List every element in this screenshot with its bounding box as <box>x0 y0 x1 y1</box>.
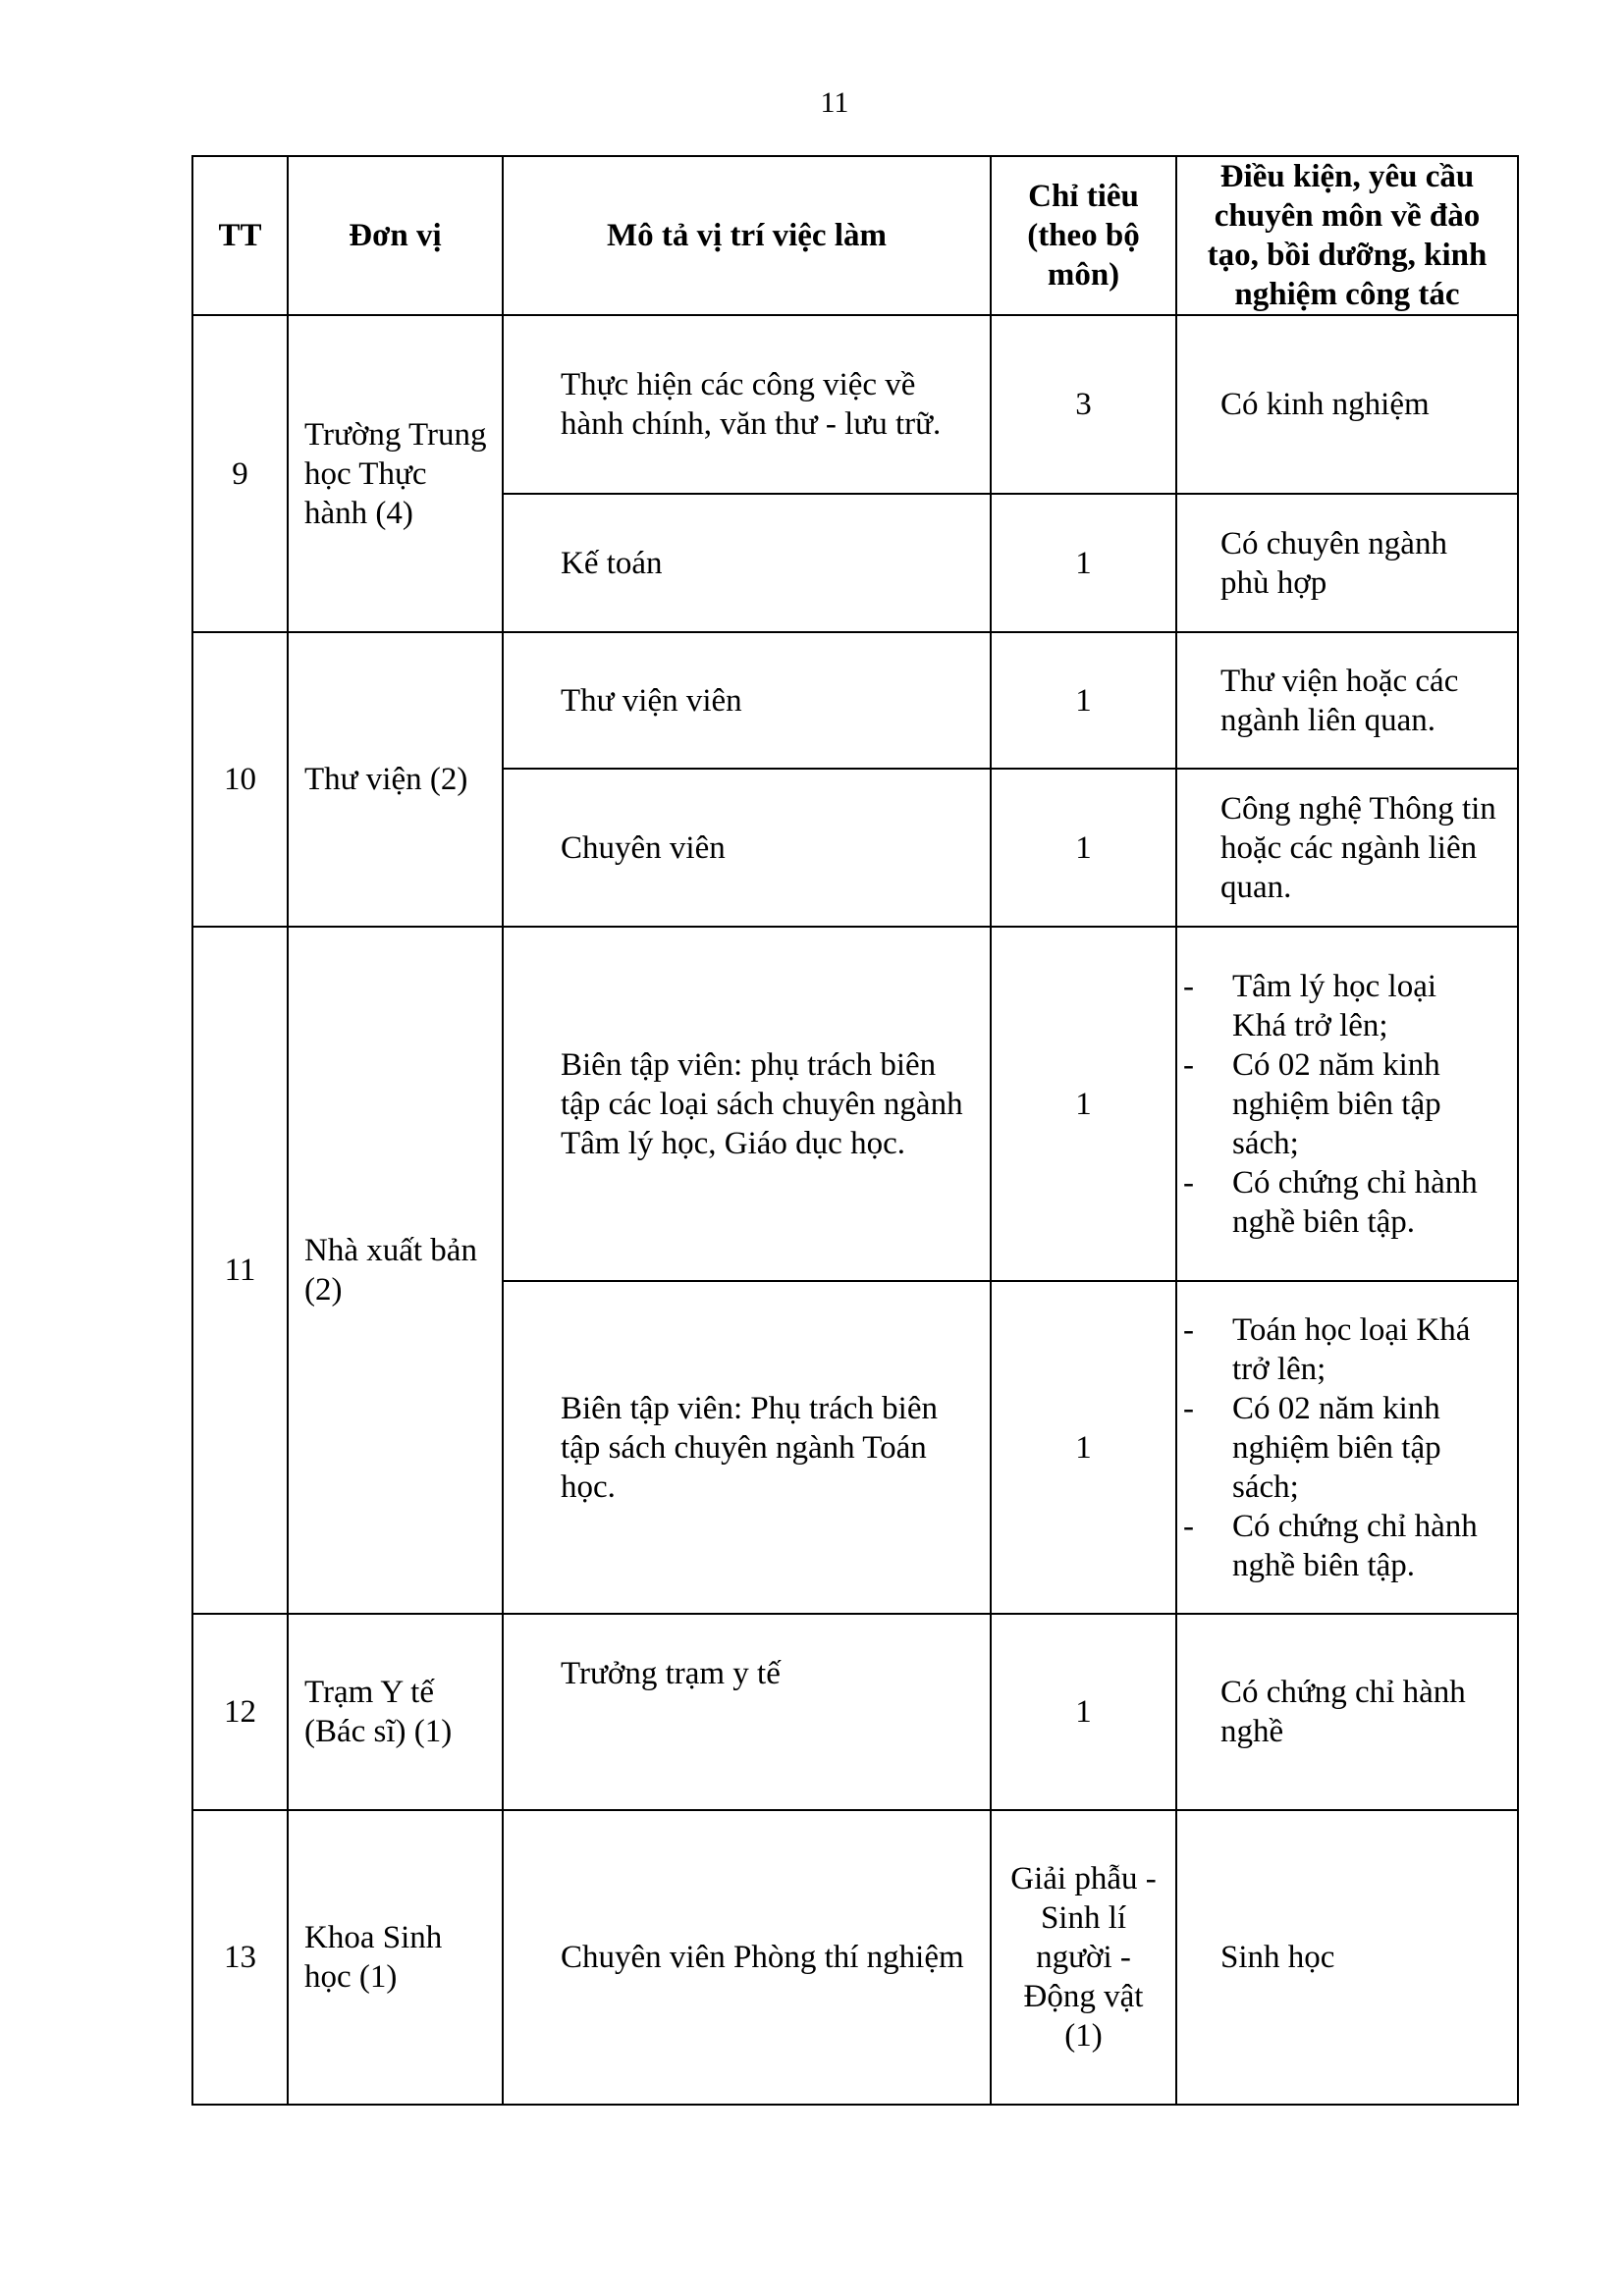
quota: Giải phẫu - Sinh lí người - Động vật (1) <box>991 1810 1176 2105</box>
job-description: Chuyên viên Phòng thí nghiệm <box>503 1810 991 2105</box>
job-description: Thực hiện các công việc về hành chính, văn thư - lưu trữ. <box>503 315 991 494</box>
quota: 3 <box>991 315 1176 494</box>
job-description: Biên tập viên: Phụ trách biên tập sách chuyên ngành Toán học. <box>503 1281 991 1614</box>
requirements <box>1176 1281 1518 1614</box>
unit-name: Trường Trung học Thực hành (4) <box>288 315 503 632</box>
job-description: Biên tập viên: phụ trách biên tập các loại sách chuyên ngành Tâm lý học, Giáo dục học. <box>503 927 991 1281</box>
job-description: Chuyên viên <box>503 769 991 927</box>
table-row <box>192 927 1518 1281</box>
requirement-text: Tâm lý học loại Khá trở lên; <box>1232 968 1437 1043</box>
row-number: 9 <box>192 315 288 632</box>
requirements: Sinh học <box>1176 1810 1518 2105</box>
requirement-text: Có chứng chỉ hành nghề biên tập. <box>1232 1508 1478 1583</box>
requirements-list <box>1177 1310 1503 1585</box>
quota: 1 <box>991 494 1176 632</box>
requirement-text: Có 02 năm kinh nghiệm biên tập sách; <box>1232 1046 1441 1161</box>
header-requirements: Điều kiện, yêu cầu chuyên môn về đào tạo, bồi dưỡng, kinh nghiệm công tác <box>1176 156 1518 315</box>
quota: 1 <box>991 1281 1176 1614</box>
table-row <box>192 632 1518 769</box>
requirements: Công nghệ Thông tin hoặc các ngành liên quan. <box>1176 769 1518 927</box>
requirement-text: Toán học loại Khá trở lên; <box>1232 1311 1471 1387</box>
list-item: - Tâm lý học loại Khá trở lên; <box>1183 968 1437 1043</box>
requirements: Có chuyên ngành phù hợp <box>1176 494 1518 632</box>
page-number: 11 <box>820 86 849 119</box>
list-item: - Có 02 năm kinh nghiệm biên tập sách; <box>1183 1390 1441 1505</box>
requirements: Có kinh nghiệm <box>1176 315 1518 494</box>
row-number: 12 <box>192 1614 288 1810</box>
list-item: - Toán học loại Khá trở lên; <box>1183 1311 1471 1387</box>
unit-name: Thư viện (2) <box>288 632 503 927</box>
requirements-list <box>1177 967 1503 1242</box>
quota: 1 <box>991 769 1176 927</box>
list-item: - Có chứng chỉ hành nghề biên tập. <box>1183 1164 1478 1240</box>
header-tt: TT <box>192 156 288 315</box>
list-item: - Có 02 năm kinh nghiệm biên tập sách; <box>1183 1046 1441 1161</box>
requirement-text: Có chứng chỉ hành nghề biên tập. <box>1232 1164 1478 1240</box>
header-row <box>192 156 1518 315</box>
requirements: Thư viện hoặc các ngành liên quan. <box>1176 632 1518 769</box>
quota: 1 <box>991 1614 1176 1810</box>
header-quota: Chỉ tiêu (theo bộ môn) <box>991 156 1176 315</box>
unit-name: Nhà xuất bản (2) <box>288 927 503 1614</box>
row-number: 11 <box>192 927 288 1614</box>
header-description: Mô tả vị trí việc làm <box>503 156 991 315</box>
quota: 1 <box>991 927 1176 1281</box>
job-description: Trưởng trạm y tế <box>503 1614 991 1810</box>
unit-name: Trạm Y tế (Bác sĩ) (1) <box>288 1614 503 1810</box>
table-row <box>192 315 1518 494</box>
requirements <box>1176 927 1518 1281</box>
row-number: 10 <box>192 632 288 927</box>
requirement-text: Có 02 năm kinh nghiệm biên tập sách; <box>1232 1390 1441 1505</box>
requirements: Có chứng chỉ hành nghề <box>1176 1614 1518 1810</box>
list-item: - Có chứng chỉ hành nghề biên tập. <box>1183 1508 1478 1583</box>
job-description: Thư viện viên <box>503 632 991 769</box>
row-number: 13 <box>192 1810 288 2105</box>
quota: 1 <box>991 632 1176 769</box>
table-row <box>192 1614 1518 1810</box>
unit-name: Khoa Sinh học (1) <box>288 1810 503 2105</box>
job-position-table <box>191 155 1519 2106</box>
job-description: Kế toán <box>503 494 991 632</box>
header-unit: Đơn vị <box>288 156 503 315</box>
table-row <box>192 1810 1518 2105</box>
